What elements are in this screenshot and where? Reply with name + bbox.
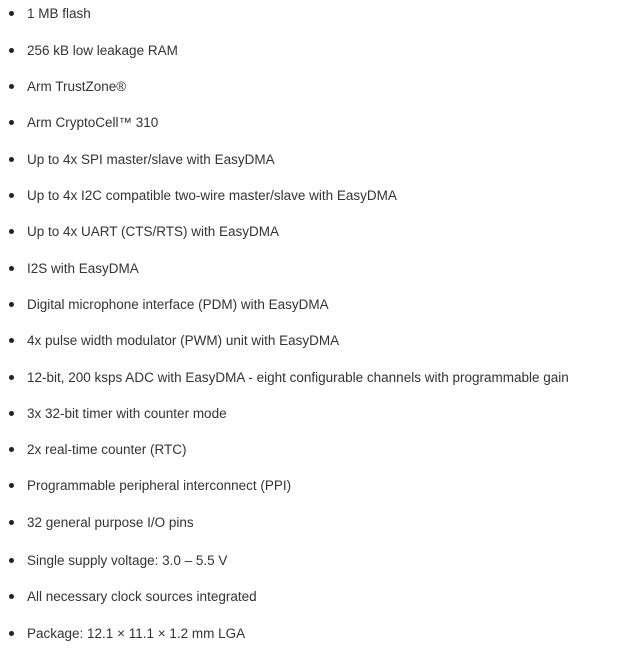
feature-text: Single supply voltage: 3.0 – 5.5 V <box>27 553 228 568</box>
feature-text: 1 MB flash <box>27 6 91 21</box>
bullet-icon <box>9 520 14 525</box>
bullet-icon <box>9 483 14 488</box>
bullet-icon <box>9 375 14 380</box>
bullet-icon <box>9 157 14 162</box>
feature-text: 12-bit, 200 ksps ADC with EasyDMA - eight configurable channels with programmable gain <box>27 370 569 385</box>
feature-text: 4x pulse width modulator (PWM) unit with EasyDMA <box>27 333 340 348</box>
bullet-icon <box>9 302 14 307</box>
bullet-icon <box>9 594 14 599</box>
feature-text: 2x real-time counter (RTC) <box>27 442 187 457</box>
feature-text: 32 general purpose I/O pins <box>27 515 194 530</box>
feature-text: Digital microphone interface (PDM) with EasyDMA <box>27 297 329 312</box>
bullet-icon <box>9 558 14 563</box>
bullet-icon <box>9 229 14 234</box>
bullet-icon <box>9 193 14 198</box>
bullet-icon <box>9 631 14 636</box>
feature-text: Arm TrustZone® <box>27 79 127 94</box>
feature-text: Programmable peripheral interconnect (PPI) <box>27 478 292 493</box>
feature-text: Up to 4x UART (CTS/RTS) with EasyDMA <box>27 224 280 239</box>
feature-text: I2S with EasyDMA <box>27 261 139 276</box>
feature-text: Arm CryptoCell™ 310 <box>27 115 159 130</box>
feature-text: 256 kB low leakage RAM <box>27 43 178 58</box>
feature-text: Up to 4x I2C compatible two-wire master/slave with EasyDMA <box>27 188 397 203</box>
feature-text: 3x 32-bit timer with counter mode <box>27 406 227 421</box>
bullet-icon <box>9 411 14 416</box>
bullet-icon <box>9 11 14 16</box>
feature-text: Up to 4x SPI master/slave with EasyDMA <box>27 152 275 167</box>
bullet-icon <box>9 48 14 53</box>
feature-text: All necessary clock sources integrated <box>27 589 257 604</box>
feature-text: Package: 12.1 × 11.1 × 1.2 mm LGA <box>27 626 246 641</box>
bullet-icon <box>9 266 14 271</box>
bullet-icon <box>9 447 14 452</box>
bullet-icon <box>9 338 14 343</box>
bullet-icon <box>9 120 14 125</box>
bullet-icon <box>9 84 14 89</box>
